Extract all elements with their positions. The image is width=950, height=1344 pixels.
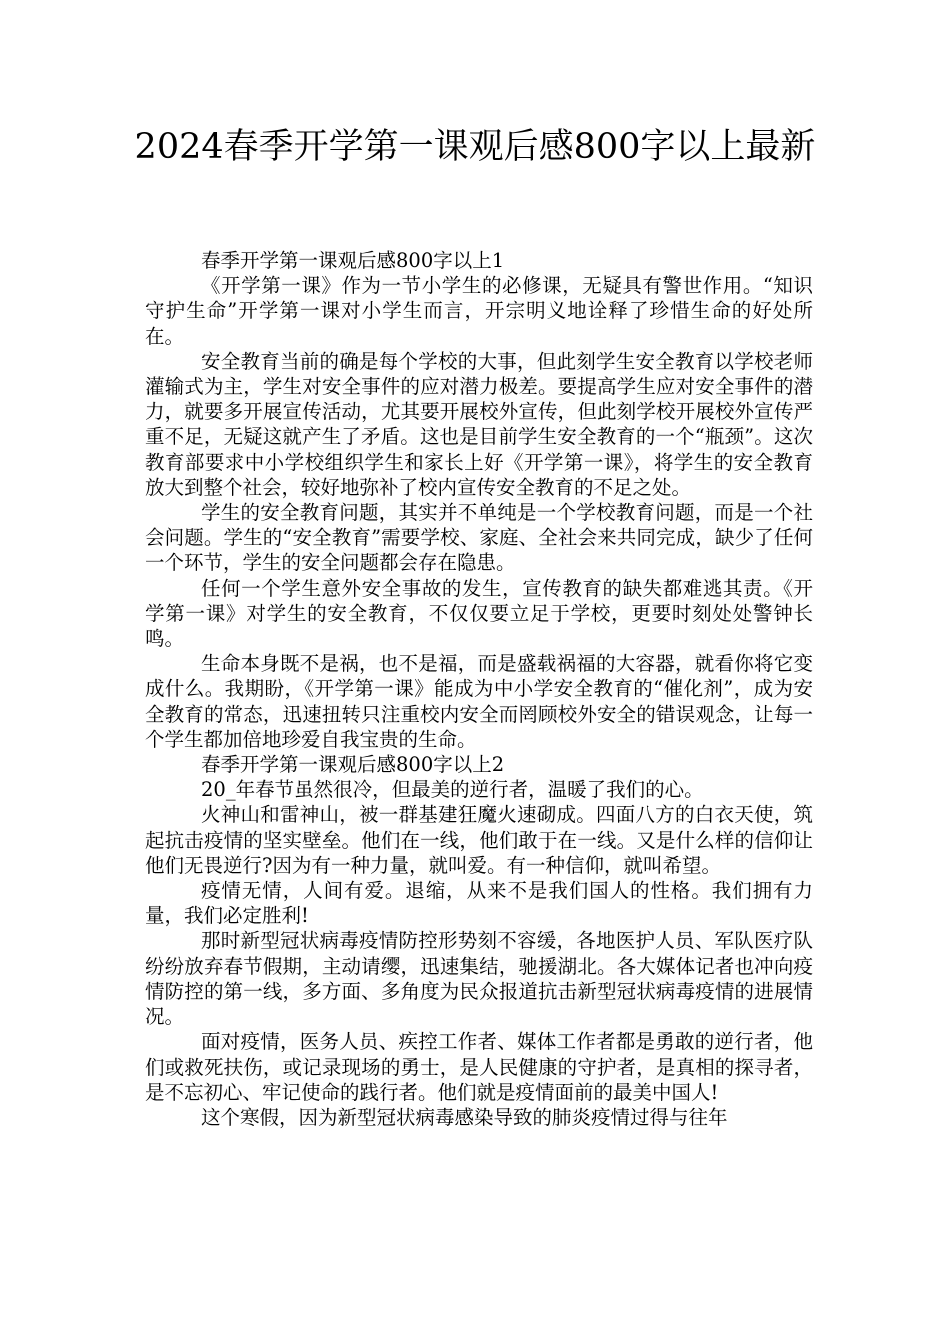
body-paragraph: 安全教育当前的确是每个学校的大事，但此刻学生安全教育以学校老师灌输式为主，学生对安全事件的应对潜力极差。要提高学生应对安全事件的潜力，就要多开展宣传活动，尤其要开展校外宣传，但此刻学校开展校外宣传严重不足，无疑这就产生了矛盾。这也是目前学生安全教育的一个“瓶颈”。这次教育部要求中小学校组织学生和家长上好《开学第一课》，将学生的安全教育放大到整个社会，较好地弥补了校内宣传安全教育的不足之处。 — [145, 349, 813, 499]
document-title: 2024春季开学第一课观后感800字以上最新 — [134, 127, 816, 167]
body-paragraph: 疫情无情，人间有爱。退缩，从来不是我们国人的性格。我们拥有力量，我们必定胜利! — [145, 879, 813, 928]
body-paragraph: 面对疫情，医务人员、疾控工作者、媒体工作者都是勇敢的逆行者，他们或救死扶伤，或记录现场的勇士，是人民健康的守护者，是真相的探寻者，是不忘初心、牢记使命的践行者。他们就是疫情面前的最美中国人! — [145, 1030, 813, 1104]
section-heading-2: 春季开学第一课观后感800字以上2 — [201, 753, 505, 777]
body-paragraph: 《开学第一课》作为一节小学生的必修课，无疑具有警世作用。“知识守护生命”开学第一课对小学生而言，开宗明义地诠释了珍惜生命的好处所在。 — [145, 274, 813, 348]
body-paragraph: 任何一个学生意外安全事故的发生，宣传教育的缺失都难逃其责。《开学第一课》对学生的安全教育，不仅仅要立足于学校，更要时刻处处警钟长鸣。 — [145, 576, 813, 651]
body-paragraph: 火神山和雷神山，被一群基建狂魔火速砌成。四面八方的白衣天使，筑起抗击疫情的坚实壁垒。他们在一线，他们敢于在一线。又是什么样的信仰让他们无畏逆行?因为有一种力量，就叫爱。有一种信仰，就叫希望。 — [145, 803, 813, 877]
body-paragraph: 20_年春节虽然很冷，但最美的逆行者，温暖了我们的心。 — [201, 778, 704, 802]
document-body — [145, 248, 813, 1130]
body-paragraph: 学生的安全教育问题，其实并不单纯是一个学校教育问题，而是一个社会问题。学生的“安全教育”需要学校、家庭、全社会来共同完成，缺少了任何一个环节，学生的安全问题都会存在隐患。 — [145, 501, 813, 575]
body-paragraph: 那时新型冠状病毒疫情防控形势刻不容缓，各地医护人员、军队医疗队纷纷放弃春节假期，主动请缨，迅速集结，驰援湖北。各大媒体记者也冲向疫情防控的第一线，多方面、多角度为民众报道抗击新型冠状病毒疫情的进展情况。 — [145, 929, 813, 1029]
body-paragraph: 生命本身既不是祸，也不是福，而是盛载祸福的大容器，就看你将它变成什么。我期盼，《开学第一课》能成为中小学安全教育的“催化剂”，成为安全教育的常态，迅速扭转只注重校内安全而罔顾校外安全的错误观念，让每一个学生都加倍地珍爱自我宝贵的生命。 — [145, 652, 813, 751]
section-heading-1: 春季开学第一课观后感800字以上1 — [201, 249, 505, 272]
body-paragraph: 这个寒假，因为新型冠状病毒感染导致的肺炎疫情过得与往年 — [201, 1105, 728, 1129]
